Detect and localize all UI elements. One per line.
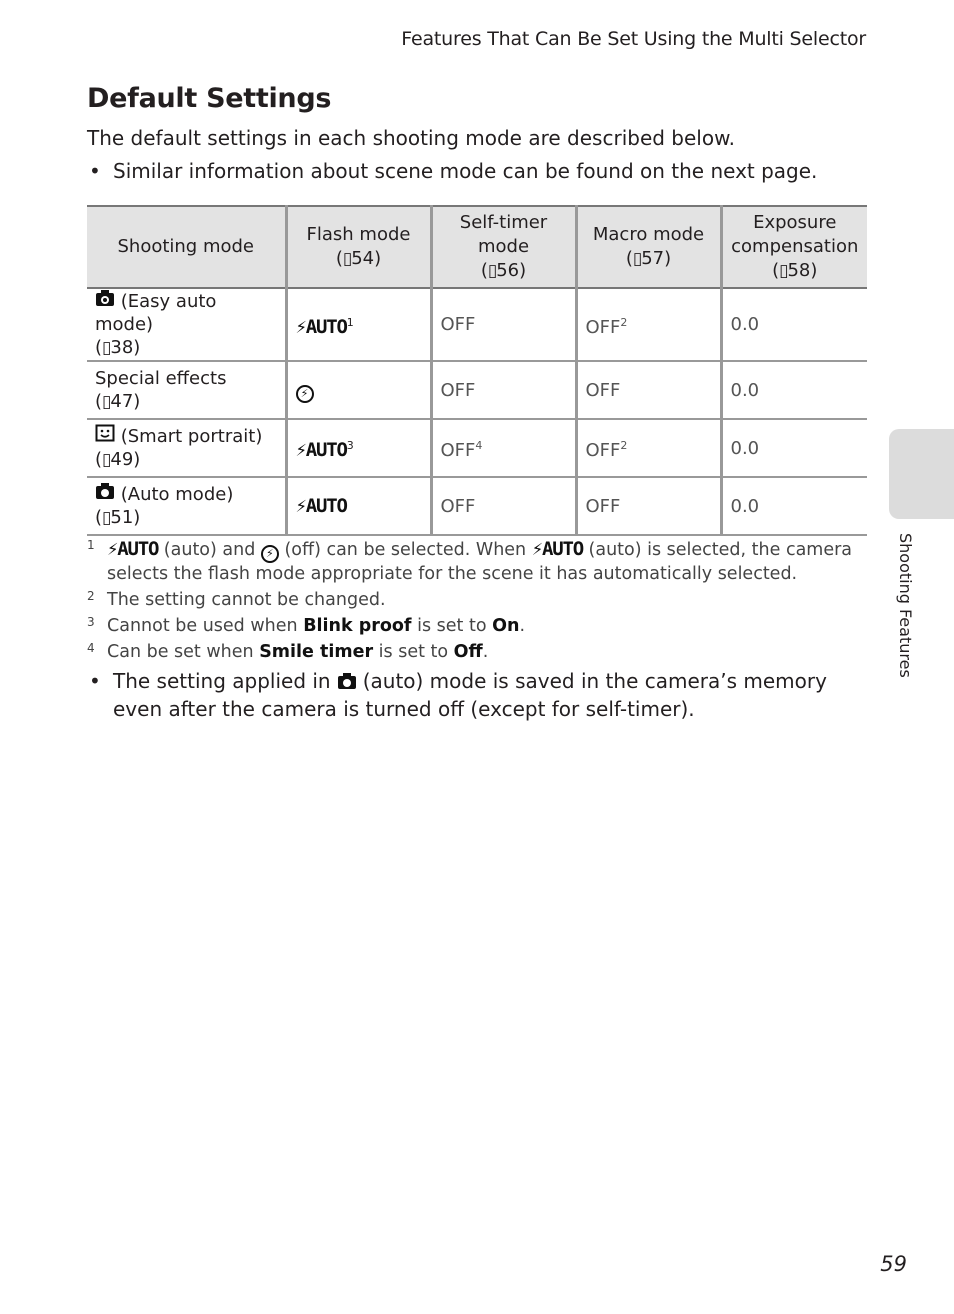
default-settings-table (87, 205, 867, 536)
cell-exposure: 0.0 (721, 419, 867, 477)
cell-shooting-mode: (Auto mode) (▯51) (87, 477, 286, 535)
book-icon: ▯ (342, 249, 352, 269)
bullet-dot: • (89, 669, 101, 693)
table-header-row (87, 206, 867, 288)
table-row (87, 419, 867, 477)
cell-shooting-mode: Special effects (▯47) (87, 361, 286, 419)
footnote-4: 4 Can be set when Smile timer is set to Off. (87, 641, 489, 662)
table-row (87, 477, 867, 535)
cell-exposure: 0.0 (721, 361, 867, 419)
section-tab (889, 429, 954, 519)
footnotes (87, 538, 857, 667)
cell-self-timer: OFF (431, 288, 576, 361)
camera-icon (95, 484, 121, 505)
flash-off-icon: ⚡ (261, 545, 279, 563)
footnote-1: 1 ⚡AUTO (auto) and ⚡ (off) can be selected. When ⚡AUTO (auto) is selected, the camera selects the flash mode appropriate for the scene it has automatically selected. (87, 538, 853, 584)
footnote-2: 2 The setting cannot be changed. (87, 589, 386, 610)
cell-exposure: 0.0 (721, 288, 867, 361)
book-icon: ▯ (102, 391, 111, 412)
book-icon: ▯ (102, 338, 111, 358)
book-icon: ▯ (487, 261, 497, 281)
bullet-memory: • The setting applied in (auto) mode is saved in the camera’s memory even after the camera is turned off (except for self-timer). (89, 669, 827, 721)
cell-shooting-mode: (Smart portrait) (▯49) (87, 419, 286, 477)
cell-macro: OFF (576, 361, 721, 419)
book-icon: ▯ (102, 508, 111, 528)
flash-auto-icon: ⚡AUTO (107, 538, 159, 560)
header-macro-mode: Macro mode (▯57) (576, 206, 721, 288)
cell-flash: ⚡AUTO$^1$ (286, 288, 431, 361)
bullet-scene-mode (87, 158, 847, 185)
header-self-timer: Self-timer mode (▯56) (431, 206, 576, 288)
easy-auto-icon (95, 291, 121, 312)
flash-auto-icon: ⚡AUTO (295, 439, 347, 461)
page-title: Default Settings (87, 83, 332, 114)
book-icon: ▯ (779, 261, 788, 281)
cell-macro: OFF (576, 477, 721, 535)
cell-macro: OFF$^2$ (576, 288, 721, 361)
smile-icon (95, 426, 121, 447)
cell-flash: ⚡AUTO$^3$ (286, 419, 431, 477)
flash-auto-icon: ⚡AUTO (531, 538, 583, 560)
book-icon: ▯ (102, 450, 111, 470)
flash-auto-icon: ⚡AUTO (295, 494, 347, 517)
flash-auto-icon: ⚡AUTO (295, 315, 347, 338)
cell-macro: OFF$^2$ (576, 419, 721, 477)
cell-self-timer: OFF (431, 361, 576, 419)
page-number: 59 (880, 1252, 907, 1276)
bullet-text: Similar information about scene mode can be found on the next page. (113, 159, 818, 183)
cell-self-timer: OFF$^4$ (431, 419, 576, 477)
footnote-3: 3 Cannot be used when Blink proof is set to On. (87, 615, 526, 636)
flash-off-icon: ⚡ (296, 385, 314, 403)
header-flash-mode: Flash mode (▯54) (286, 206, 431, 288)
bullet-dot: • (89, 159, 101, 183)
book-icon: ▯ (632, 249, 642, 269)
running-head: Features That Can Be Set Using the Multi Selector (401, 28, 866, 50)
cell-shooting-mode: (Easy auto mode) (▯38) (87, 288, 286, 361)
table-row (87, 361, 867, 419)
header-shooting-mode: Shooting mode (87, 206, 286, 288)
section-label: Shooting Features (896, 533, 915, 678)
cell-exposure: 0.0 (721, 477, 867, 535)
camera-icon (337, 672, 363, 693)
table-row (87, 288, 867, 361)
intro-text: The default settings in each shooting mode are described below. (87, 126, 735, 150)
header-exposure-compensation: Exposure compensation (▯58) (721, 206, 867, 288)
cell-self-timer: OFF (431, 477, 576, 535)
cell-flash (286, 477, 431, 535)
cell-flash (286, 361, 431, 419)
